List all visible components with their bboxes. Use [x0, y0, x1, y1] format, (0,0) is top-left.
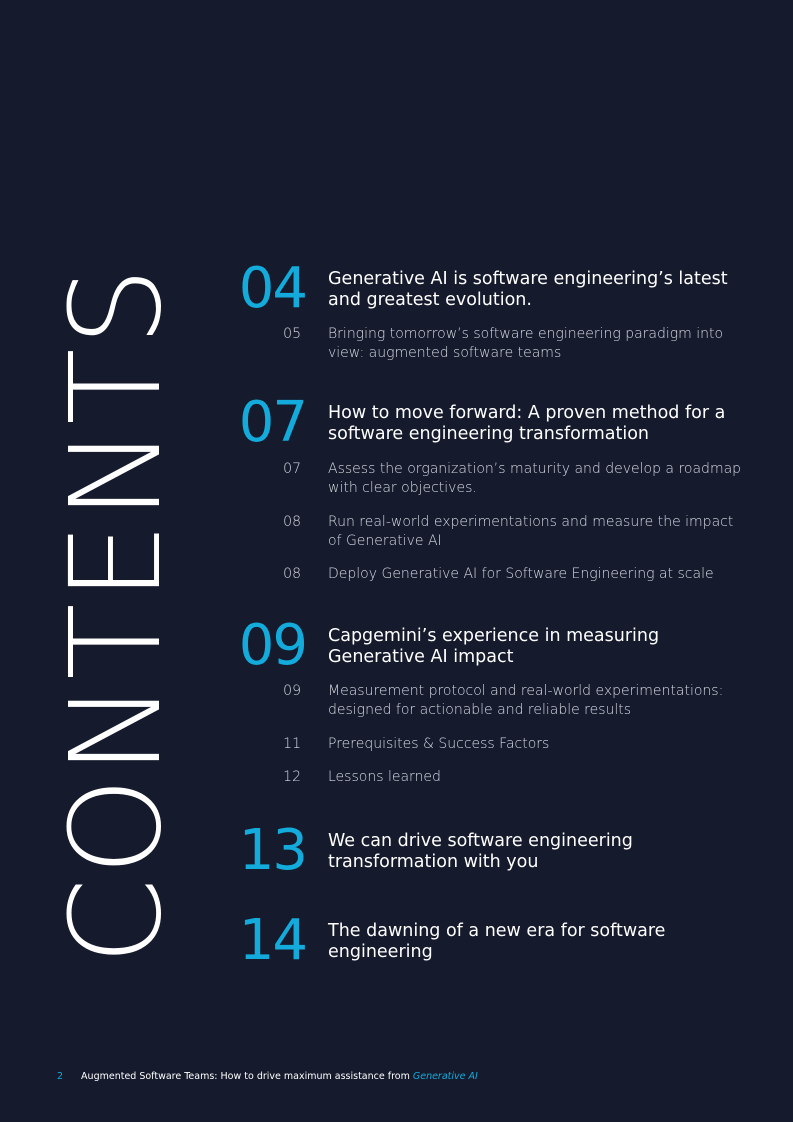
subitem-title[interactable]: Assess the organization’s maturity and develop a roadmap with clear objectives.: [328, 461, 742, 496]
section-title[interactable]: We can drive software engineering transformation with you: [328, 831, 633, 872]
subitem-page: 12: [283, 769, 301, 785]
section-number: 04: [238, 256, 306, 321]
section-title[interactable]: How to move forward: A proven method for a software engineering transformation: [328, 403, 726, 444]
subitem-title[interactable]: Deploy Generative AI for Software Engineering at scale: [328, 566, 714, 582]
section-title[interactable]: The dawning of a new era for software engineering: [328, 921, 666, 962]
section-number: 14: [238, 908, 306, 973]
subitem-page: 09: [283, 683, 301, 699]
subitem-page: 08: [283, 566, 301, 582]
page-footer: [57, 1071, 478, 1082]
footer-page-number: 2: [57, 1071, 64, 1082]
section-title[interactable]: Generative AI is software engineering’s latest and greatest evolution.: [328, 269, 728, 310]
section-number: 13: [238, 818, 306, 883]
contents-title-text: CONTENTS: [44, 265, 189, 965]
subitem-page: 05: [283, 326, 301, 342]
subitem-title[interactable]: Measurement protocol and real-world experimentations: designed for actionable and reliable results: [328, 683, 724, 718]
subitem-page: 08: [283, 514, 301, 530]
subitem-title[interactable]: Run real-world experimentations and measure the impact of Generative AI: [328, 514, 734, 549]
subitem-page: 11: [283, 736, 301, 752]
subitem-title[interactable]: Prerequisites & Success Factors: [328, 736, 550, 752]
footer-text: Augmented Software Teams: How to drive maximum assistance from: [81, 1071, 413, 1082]
section-number: 09: [238, 613, 306, 678]
subitem-page: 07: [283, 461, 301, 477]
subitem-title[interactable]: Bringing tomorrow’s software engineering paradigm into view: augmented software teams: [328, 326, 724, 361]
subitem-title[interactable]: Lessons learned: [328, 769, 441, 785]
footer-highlight: Generative AI: [412, 1071, 478, 1082]
section-number: 07: [238, 390, 306, 455]
section-title[interactable]: Capgemini’s experience in measuring Generative AI impact: [328, 626, 660, 667]
